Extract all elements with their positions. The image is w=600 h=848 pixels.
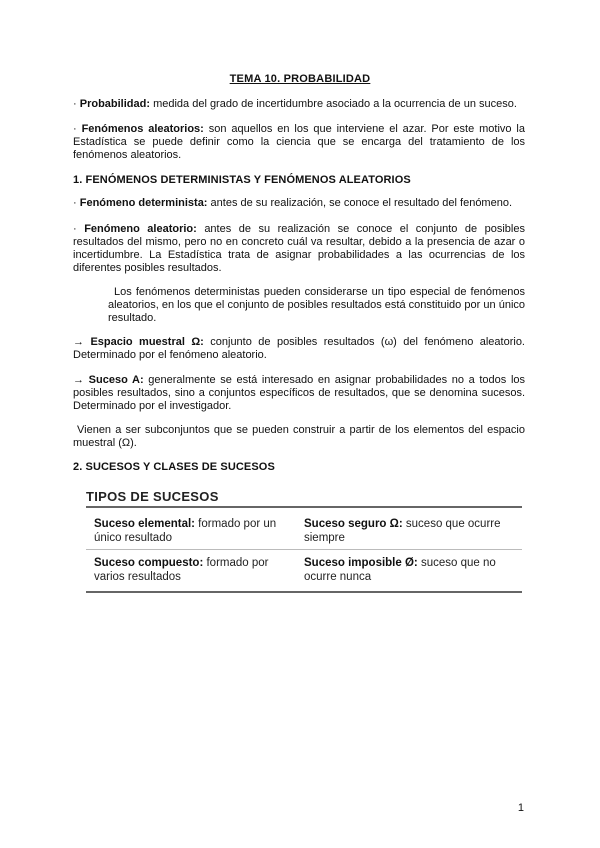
tipos-de-sucesos-table	[86, 506, 522, 593]
text-espacio-muestral: conjunto de posibles resultados (ω) del fenómeno aleatorio. Determinado por el fenómeno aleatorio.	[73, 336, 525, 361]
cell-suceso-seguro	[304, 517, 514, 545]
definition-probabilidad	[73, 98, 525, 111]
term-probabilidad: Probabilidad:	[79, 98, 151, 110]
cell-suceso-compuesto	[94, 556, 294, 584]
definition-suceso-a	[73, 374, 525, 413]
term-suceso-a: Suceso A:	[88, 374, 144, 386]
term-suceso-compuesto: Suceso compuesto:	[94, 557, 204, 569]
indented-note: Los fenómenos deterministas pueden considerarse un tipo especial de fenómenos aleatorios, en los que el conjunto de posibles resultados está constituido por un único resultado.	[108, 286, 525, 324]
cell-suceso-elemental	[94, 517, 294, 545]
section-2-heading: 2. SUCESOS Y CLASES DE SUCESOS	[73, 461, 275, 473]
bullet: ·	[73, 223, 77, 235]
arrow-icon: →	[73, 374, 84, 386]
text-fenomeno-determinista: antes de su realización, se conoce el resultado del fenómeno.	[207, 197, 513, 209]
page-title: TEMA 10. PROBABILIDAD	[229, 73, 371, 85]
term-fenomenos-aleatorios: Fenómenos aleatorios:	[81, 123, 204, 135]
closing-paragraph: Vienen a ser subconjuntos que se pueden construir a partir de los elementos del espacio muestral (Ω).	[73, 424, 525, 449]
text-fenomeno-aleatorio: antes de su realización se conoce el conjunto de posibles resultados del mismo, pero no en concreto cuál va resultar, debido a la presencia de azar o incertidumbre. La Estadística trata de asignar probabilidades a las ocurrencias de los diferentes posibles resultados.	[73, 223, 525, 274]
text-suceso-elemental: formado por un único resultado	[94, 518, 277, 544]
bullet: ·	[73, 123, 77, 135]
term-fenomeno-determinista: Fenómeno determinista:	[79, 197, 208, 209]
definition-fenomenos-aleatorios	[73, 123, 525, 162]
text-suceso-compuesto: formado por varios resultados	[94, 557, 269, 583]
term-suceso-imposible: Suceso imposible Ø:	[304, 557, 418, 569]
definition-espacio-muestral	[73, 336, 525, 362]
definition-fenomeno-determinista	[73, 197, 525, 210]
text-suceso-a: generalmente se está interesado en asignar probabilidades no a todos los posibles resultados, sino a conjuntos específicos de resultados, que se denomina sucesos. Determinado por el investigador.	[73, 374, 525, 412]
bullet: ·	[73, 98, 77, 110]
bullet: ·	[73, 197, 77, 209]
page-number: 1	[517, 802, 524, 814]
arrow-icon: →	[73, 336, 84, 348]
text-suceso-imposible: suceso que no ocurre nunca	[304, 557, 496, 583]
term-suceso-elemental: Suceso elemental:	[94, 518, 195, 530]
table-row-divider	[86, 549, 522, 550]
section-1-heading: 1. FENÓMENOS DETERMINISTAS Y FENÓMENOS ALEATORIOS	[73, 174, 411, 186]
term-suceso-seguro: Suceso seguro Ω:	[304, 518, 403, 530]
term-espacio-muestral: Espacio muestral Ω:	[90, 336, 204, 348]
cell-suceso-imposible	[304, 556, 514, 584]
definition-fenomeno-aleatorio	[73, 223, 525, 275]
table-title: TIPOS DE SUCESOS	[86, 489, 219, 504]
term-fenomeno-aleatorio: Fenómeno aleatorio:	[84, 223, 197, 235]
text-probabilidad: medida del grado de incertidumbre asociado a la ocurrencia de un suceso.	[150, 98, 517, 110]
text-suceso-seguro: suceso que ocurre siempre	[304, 518, 501, 544]
text-fenomenos-aleatorios: son aquellos en los que interviene el azar. Por este motivo la Estadística se puede definir como la ciencia que se encarga del tratamiento de los fenómenos aleatorios.	[73, 123, 525, 161]
